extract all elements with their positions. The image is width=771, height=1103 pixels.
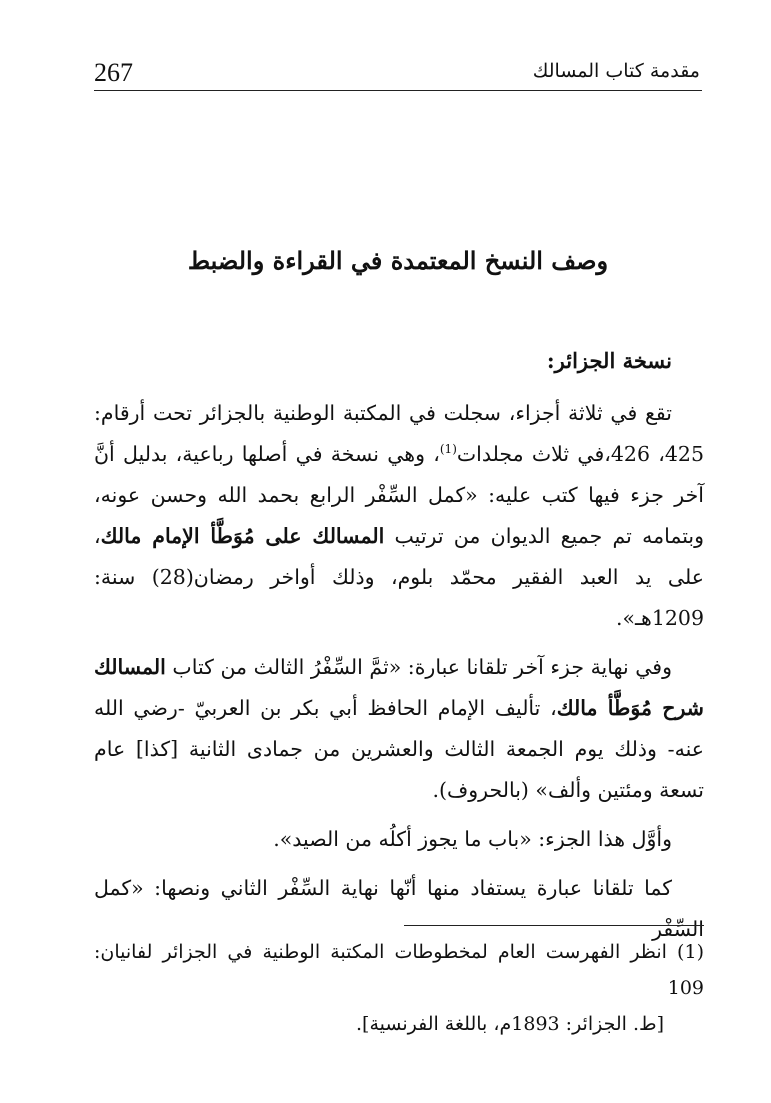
page-header [94, 52, 702, 91]
footnote [94, 934, 704, 1042]
footnote-line-2: [ط. الجزائر: 1893م، باللغة الفرنسية]. [356, 1013, 664, 1035]
paragraph-1-text-a: تقع في ثلاثة أجزاء، سجلت في المكتبة الوطنية بالجزائر تحت أرقام: 425، 426،في ثلاث مجلدات [94, 401, 704, 466]
chapter-heading: وصف النسخ المعتمدة في القراءة والضبط [187, 246, 609, 275]
paragraph-2-text-b: ، تأليف الإمام الحافظ أبي بكر بن العربيّ -رضي الله عنه- وذلك يوم الجمعة الثالث والعشرين من جمادى الثانية [كذا] عام تسعة ومئتين وألف» (بالحروف). [94, 696, 704, 802]
paragraph-2-text-a: وفي نهاية جزء آخر تلقانا عبارة: «ثمَّ السِّفْرُ الثالث من كتاب [165, 655, 672, 679]
page-number: 267 [94, 58, 133, 87]
running-title: مقدمة كتاب المسالك [532, 60, 700, 82]
section-subheading: نسخة الجزائر: [546, 348, 672, 373]
paragraph-1-text-b: ، وهي نسخة في أصلها رباعية، بدليل أنَّ آخر جزء فيها كتب عليه: «كمل السِّفْر الرابع بحمد الله وحسن عونه، وبتمامه تم جميع الديوان من ترتيب [94, 442, 704, 548]
paragraph-1-text-c: ، على يد العبد الفقير محمّد بلوم، وذلك أواخر رمضان(28) سنة: 1209هـ». [94, 524, 704, 630]
footnote-divider [404, 925, 704, 926]
footnote-line-1: (1) انظر الفهرست العام لمخطوطات المكتبة الوطنية في الجزائر لفانيان: 109 [94, 941, 704, 999]
paragraph-4: كما تلقانا عبارة يستفاد منها أنّها نهاية السِّفْر الثاني ونصها: «كمل السِّفْر [94, 876, 704, 941]
body-text [94, 340, 704, 958]
footnote-reference: (1) [439, 442, 457, 457]
paragraph-3: وأوَّل هذا الجزء: «باب ما يجوز أكلُه من الصيد». [273, 827, 672, 851]
paragraph-1-bold-title: المسالك على مُوَطَّأ الإمام مالك [100, 524, 385, 548]
paragraph-2-bold-title: المسالك شرح مُوَطَّأ مالك [94, 655, 704, 720]
paragraph-1 [94, 393, 704, 639]
paragraph-2 [94, 647, 704, 811]
